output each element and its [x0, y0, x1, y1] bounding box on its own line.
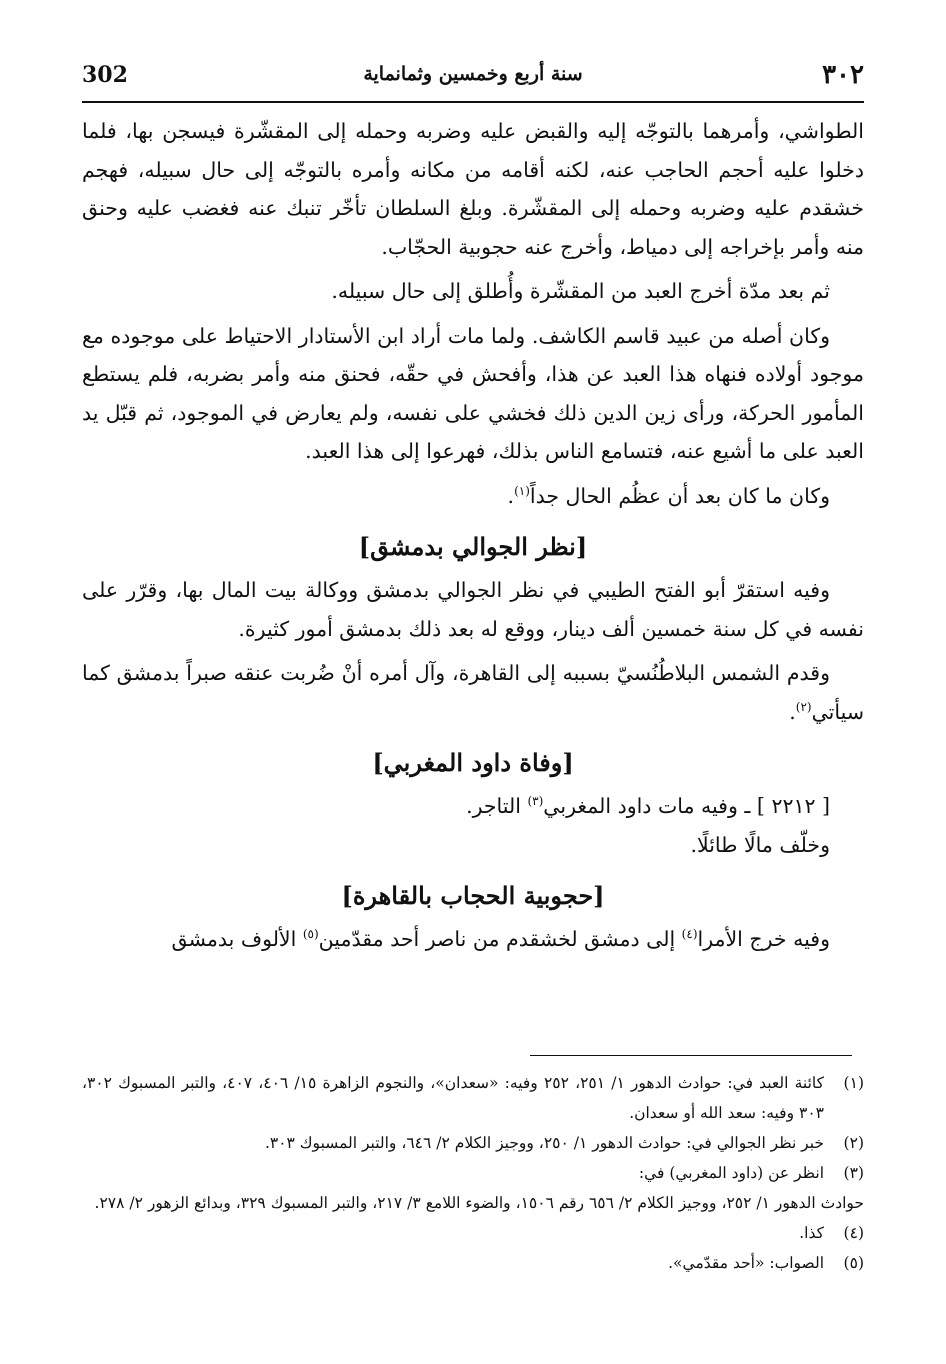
entry-number: [ ٢٢١٢ ]: [756, 794, 830, 818]
section-heading: [حجوبية الحجاب بالقاهرة]: [341, 881, 605, 910]
paragraph-text: وقدم الشمس البلاطُنُسيّ بسببه إلى القاهرة، وآل أمره أنْ ضُربت عنقه صبراً بدمشق كما سيأتي: [82, 661, 864, 724]
paragraph: وخلّف مالًا طائلًا.: [690, 832, 830, 857]
footnote-text: كذا.: [799, 1224, 824, 1242]
paragraph-end: .: [789, 699, 796, 724]
main-text: [82, 112, 864, 959]
footnote: [82, 1128, 864, 1158]
footnote-ref: (٣): [527, 794, 544, 809]
paragraph-end: .: [507, 483, 515, 508]
footnote-ref: (٤): [681, 927, 698, 942]
paragraph: وكان أصله من عبيد قاسم الكاشف. ولما مات أراد ابن الأستادار الاحتياط على موجوده مع موجود أولاده فنهاه هذا العبد عن هذا، وأفحش في حقّه، فحنق منه وأمر بضربه، فلم يستطع المأمور الحركة، ورأى زين الدين ذلك فخشي على نفسه، ولم يعارض في الموجود، ثم قبّل يد العبد على ما أشيع عنه، فتسامع الناس بذلك، فهرعوا إلى هذا العبد.: [82, 323, 864, 463]
footnote: [82, 1248, 864, 1278]
paragraph: وفيه استقرّ أبو الفتح الطيبي في نظر الجوالي بدمشق ووكالة بيت المال بها، وقرّر على نفسه في كل سنة خمسين ألف دينار، ووقع له بعد ذلك بدمشق أمور كثيرة.: [82, 578, 864, 641]
header-rule: [82, 101, 864, 103]
page-header: [82, 60, 864, 94]
footnote-rule: [530, 1055, 852, 1056]
footnote: [82, 1068, 864, 1128]
footnote: [82, 1158, 864, 1188]
entry-paragraph: [82, 787, 864, 826]
footnote-number: (٤): [843, 1224, 864, 1242]
paragraph-text: وفيه خرج الأمرا: [697, 927, 830, 951]
footnote-number: (٣): [843, 1164, 864, 1182]
section-heading: [نظر الجوالي بدمشق]: [358, 532, 588, 561]
paragraph-end: التاجر.: [466, 794, 528, 818]
footnote-number: (١): [843, 1074, 864, 1092]
footnote-text: انظر عن (داود المغربي) في:: [638, 1164, 824, 1182]
paragraph: [82, 920, 864, 959]
footnotes: [82, 1068, 864, 1278]
footnote-continuation: حوادث الدهور ١/ ٢٥٢، ووجيز الكلام ٢/ ٦٥٦ رقم ١٥٠٦، والضوء اللامع ٣/ ٢١٧، والتبر المسبوك ٣٢٩، وبدائع الزهور ٢/ ٢٧٨.: [94, 1194, 864, 1212]
paragraph: [82, 477, 864, 516]
paragraph-text: الألوف بدمشق: [171, 927, 303, 951]
footnote: [82, 1218, 864, 1248]
footnote-ref: (١): [514, 483, 530, 498]
footnote-number: (٢): [843, 1134, 864, 1152]
footnote-text: الصواب: «أحد مقدّمي».: [668, 1254, 824, 1272]
paragraph-text: إلى دمشق لخشقدم من ناصر أحد مقدّمين: [318, 927, 682, 951]
footnote-text: كائنة العبد في: حوادث الدهور ١/ ٢٥١، ٢٥٢ وفيه: «سعدان»، والنجوم الزاهرة ١٥/ ٤٠٦، ٤٠٧، والتبر المسبوك ٣٠٢، ٣٠٣ وفيه: سعد الله أو سعدان.: [82, 1074, 824, 1122]
footnote-ref: (٢): [795, 699, 812, 714]
paragraph: [82, 654, 864, 731]
paragraph: ثم بعد مدّة أخرج العبد من المقشّرة وأُطلق إلى حال سبيله.: [331, 279, 830, 303]
footnote-text: خبر نظر الجوالي في: حوادث الدهور ١/ ٢٥٠، ووجيز الكلام ٢/ ٦٤٦، والتبر المسبوك ٣٠٣.: [264, 1134, 824, 1152]
page-number-latin: 302: [82, 62, 128, 88]
page-number-arabic: ٣٠٢: [822, 60, 864, 90]
section-heading: [وفاة داود المغربي]: [372, 748, 574, 777]
running-title: سنة أربع وخمسين وثمانماية: [363, 63, 583, 85]
paragraph: الطواشي، وأمرهما بالتوجّه إليه والقبض عليه وضربه وحمله إلى المقشّرة فيسجن بها، فلما دخلوا عليه أحجم الحاجب عنه، لكنه أقامه من مكانه وأمره بالتوجّه إلى حال سبيله، فهجم خشقدم عليه وضربه وحمله إلى المقشّرة. وبلغ السلطان تأخّر تنبك عنه فغضب عليه وحنق منه وأمر بإخراجه إلى دمياط، وأخرج عنه حجوبية الحجّاب.: [82, 119, 864, 259]
paragraph-text: وكان ما كان بعد أن عظُم الحال جداً: [529, 483, 830, 508]
footnote-number: (٥): [843, 1254, 864, 1272]
footnote-ref: (٥): [302, 927, 319, 942]
paragraph-text: ـ وفيه مات داود المغربي: [543, 794, 757, 818]
